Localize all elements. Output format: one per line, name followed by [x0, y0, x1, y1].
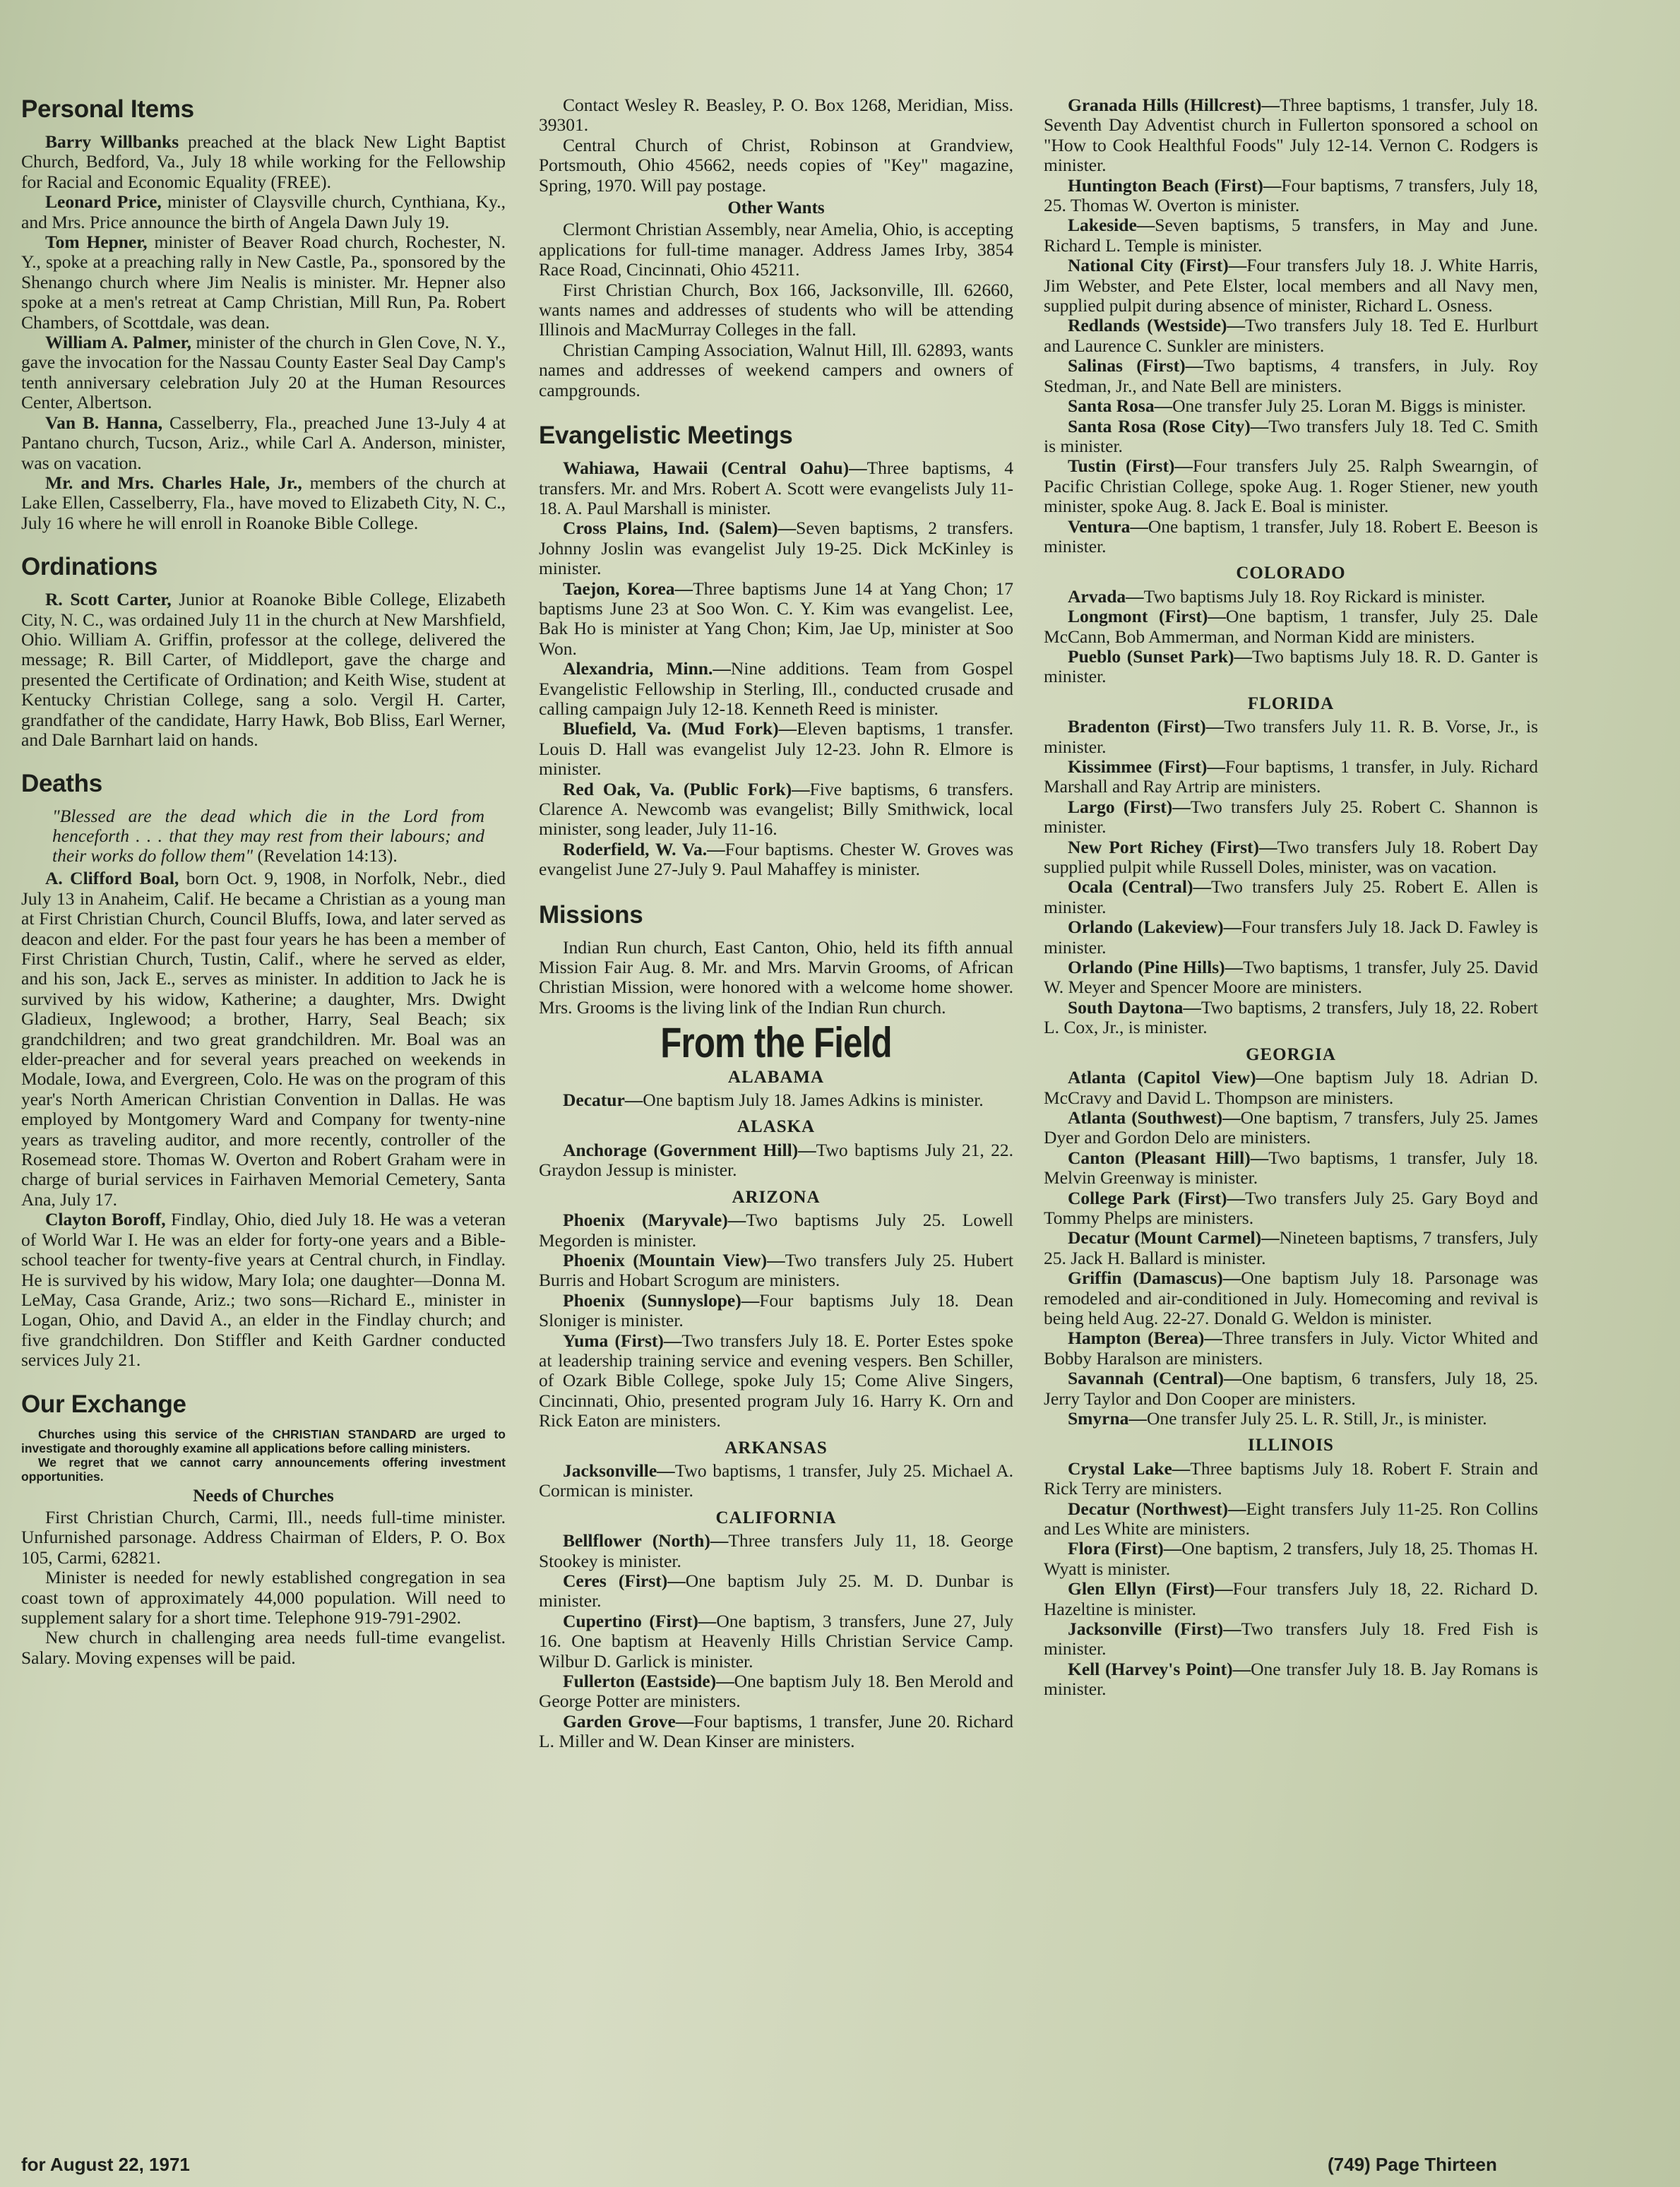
item-lead: Arvada— — [1068, 585, 1144, 607]
news-item — [539, 1140, 1013, 1181]
news-item — [1044, 587, 1538, 607]
news-item — [539, 1611, 1013, 1671]
state-heading: ILLINOIS — [1248, 1436, 1334, 1455]
item-lead: Bellflower (North)— — [563, 1530, 729, 1551]
item-lead: Redlands (Westside)— — [1068, 315, 1245, 336]
item-lead: Wahiawa, Hawaii (Central Oahu)— — [563, 458, 867, 479]
news-item — [1044, 1228, 1538, 1268]
section-heading-ordinations: Ordinations — [21, 553, 158, 581]
evangelistic-list — [539, 458, 1013, 880]
paragraph: We regret that we cannot carry announcements offering investment opportunities. — [21, 1455, 506, 1484]
field-reports-col3 — [1044, 564, 1538, 1699]
paragraph: Minister is needed for newly established congregation in sea coast town of approximately 44,000 population. Will need to supplement salary for a short time. Telephone 919-791-2902. — [21, 1567, 506, 1628]
item-lead: New Port Richey (First)— — [1068, 836, 1277, 857]
item-lead: A. Clifford Boal, — [45, 868, 179, 889]
item-lead: Taejon, Korea— — [563, 578, 693, 599]
item-lead: Anchorage (Government Hill)— — [563, 1139, 816, 1160]
item-text: born Oct. 9, 1908, in Norfolk, Nebr., died July 13 in Anaheim, Calif. He became a Christian as a young man at First Christian Church, Council Bluffs, Iowa, and later served as deacon and elder. For the past four years he has been a member of First Christian Church, Tustin, Calif., where he served as elder, and his son, Jack E., serves as minister. In addition to Jack he is survived by his widow, Katherine; a daughter, Mrs. Dwight Gladieux, Inglewood; a brother, Harry, Seal Beach; six grandchildren; and two great grandchildren. Mr. Boal was an elder-preacher and for several years preached on weekends in Modale, Iowa, and Evergreen, Colo. He was on the program of this year's North American Christian Convention in Dallas. He was employed by Montgomery Ward and Company for twenty-nine years as traveling auditor, and more recently, controller of the Rosemead store. Thomas W. Overton and Robert Graham were in charge of burial services in Fairhaven Memorial Cemetery, Santa Ana, July 17. — [21, 868, 506, 1210]
personal-items-list — [21, 132, 506, 533]
item-lead: Kissimmee (First)— — [1068, 756, 1225, 777]
item-lead: South Daytona— — [1068, 996, 1201, 1018]
news-item — [539, 1251, 1013, 1291]
item-text: One baptism July 18. Adrian D. McCravy and David L. Thompson are ministers. — [1044, 1067, 1538, 1108]
news-item — [1044, 838, 1538, 878]
item-lead: Red Oak, Va. (Public Fork)— — [563, 778, 810, 799]
news-item — [539, 458, 1013, 518]
item-text: One transfer July 18. B. Jay Romans is minister. — [1044, 1658, 1538, 1700]
footer-date: for August 22, 1971 — [21, 2154, 190, 2175]
news-item — [21, 869, 506, 1210]
item-lead: Phoenix (Sunnyslope)— — [563, 1289, 760, 1311]
item-text: Three baptisms, 4 transfers. Mr. and Mrs. Robert A. Scott were evangelists July 11-18. A. Paul Marshall is minister. — [539, 458, 1014, 518]
section-heading-evangelistic: Evangelistic Meetings — [539, 422, 793, 450]
item-lead: Huntington Beach (First)— — [1068, 174, 1282, 196]
item-text: Four baptisms. Chester W. Groves was evangelist June 27-July 9. Paul Mahaffey is minister. — [539, 838, 1013, 880]
item-text: One baptism July 25. M. D. Dunbar is minister. — [539, 1571, 1014, 1611]
item-text: Four baptisms, 1 transfer, in July. Richard Marshall and Ray Artrip are ministers. — [1044, 756, 1538, 797]
news-item — [539, 1461, 1013, 1501]
news-item — [1044, 396, 1538, 416]
item-text: Eleven baptisms, 1 transfer. Louis D. Hall was evangelist July 12-23. John R. Elmore is minister. — [539, 718, 1013, 780]
item-text: Two transfers July 18. Robert Day supplied pulpit while Russell Doles, minister, was on vacation. — [1044, 836, 1538, 878]
news-item — [1044, 757, 1538, 797]
missions-text: Indian Run church, East Canton, Ohio, held its fifth annual Mission Fair Aug. 8. Mr. and Mrs. Marvin Grooms, of African Christian Mission, were honored with a welcome home shower. Mrs. Grooms is the living link of the Indian Run church. — [539, 936, 1013, 1018]
item-text: One baptism July 18. James Adkins is minister. — [643, 1090, 984, 1111]
item-text: Two baptisms July 18. R. D. Ganter is minister. — [1044, 645, 1539, 687]
paragraph: Contact Wesley R. Beasley, P. O. Box 1268, Meridian, Miss. 39301. — [539, 95, 1013, 136]
item-text: One baptism, 1 transfer, July 18. Robert E. Beeson is minister. — [1044, 516, 1538, 556]
news-item — [539, 1571, 1013, 1611]
news-item — [539, 659, 1013, 719]
news-item — [1044, 456, 1538, 516]
item-text: members of the church at Lake Ellen, Casselberry, Fla., have moved to Elizabeth City, N. C., July 16 where he will enroll in Roanoke Bible College. — [21, 472, 506, 533]
news-item — [1044, 917, 1538, 958]
news-item — [1044, 1148, 1538, 1188]
news-item — [539, 1671, 1013, 1712]
news-item — [1044, 1409, 1538, 1429]
state-heading: ALASKA — [737, 1117, 816, 1137]
item-text: Seven baptisms, 5 transfers, in May and June. Richard L. Temple is minister. — [1044, 215, 1538, 256]
paragraph: First Christian Church, Box 166, Jacksonville, Ill. 62660, wants names and addresses of students who will be attending Illinois and MacMurray Colleges in the fall. — [539, 279, 1013, 340]
item-text: Five baptisms, 6 transfers. Clarence A. Newcomb was evangelist; Billy Smithwick, local minister, song leader, July 11-16. — [539, 778, 1013, 840]
item-lead: Cupertino (First)— — [563, 1610, 717, 1631]
news-item — [1044, 1188, 1538, 1229]
item-lead: Griffin (Damascus)— — [1068, 1268, 1241, 1289]
paragraph: Christian Camping Association, Walnut Hill, Ill. 62893, wants names and addresses of weekend campers and owners of campgrounds. — [539, 339, 1013, 400]
exchange-continued — [539, 95, 1013, 196]
paragraph: Churches using this service of the CHRISTIAN STANDARD are urged to investigate and thoroughly examine all applications before calling ministers. — [21, 1426, 506, 1455]
item-text: Eight transfers July 11-25. Ron Collins and Les White are ministers. — [1044, 1498, 1538, 1539]
item-lead: Tom Hepner, — [45, 232, 148, 253]
section-heading-personal: Personal Items — [21, 95, 194, 123]
item-lead: Bluefield, Va. (Mud Fork)— — [563, 718, 797, 739]
item-text: minister of Beaver Road church, Rochester, N. Y., spoke at a preaching rally in New Castle, Pa., sponsored by the Shenango church where Jim Nealis is minister. Mr. Hepner also spoke at a men's retreat at Camp Christian, Mill Run, Pa. Robert Chambers, of Scottdale, was dean. — [21, 232, 506, 333]
state-heading: COLORADO — [1236, 564, 1346, 583]
item-text: Four baptisms, 7 transfers, July 18, 25. Thomas W. Overton is minister. — [1044, 174, 1538, 216]
item-lead: Kell (Harvey's Point)— — [1068, 1658, 1251, 1679]
item-lead: Roderfield, W. Va.— — [563, 838, 725, 859]
news-item — [21, 1210, 506, 1370]
news-item — [21, 333, 506, 413]
item-lead: Orlando (Pine Hills)— — [1068, 957, 1244, 978]
item-lead: Lakeside— — [1068, 215, 1155, 236]
news-item — [539, 1531, 1013, 1571]
needs-list — [21, 1508, 506, 1668]
item-text: Three transfers July 11, 18. George Stookey is minister. — [539, 1530, 1013, 1571]
item-text: One baptism, 7 transfers, July 25. James Dyer and Gordon Delo are ministers. — [1044, 1107, 1538, 1148]
item-text: Four baptisms July 18. Dean Sloniger is minister. — [539, 1289, 1014, 1331]
news-item — [1044, 877, 1538, 917]
item-lead: Ceres (First)— — [563, 1571, 686, 1591]
item-text: Two transfers July 11. R. B. Vorse, Jr., is minister. — [1044, 716, 1538, 757]
item-text: One baptism, 1 transfer, July 25. Dale McCann, Bob Ammerman, and Norman Kidd are ministers. — [1044, 606, 1538, 647]
news-item — [1044, 1579, 1538, 1619]
item-text: One transfer July 25. L. R. Still, Jr., is minister. — [1146, 1408, 1487, 1429]
item-lead: Decatur— — [563, 1090, 643, 1111]
item-lead: Glen Ellyn (First)— — [1068, 1578, 1233, 1599]
state-heading: FLORIDA — [1247, 693, 1335, 713]
news-item — [21, 192, 506, 232]
item-text: Nineteen baptisms, 7 transfers, July 25. Jack H. Ballard is minister. — [1044, 1227, 1538, 1268]
state-heading: CALIFORNIA — [715, 1508, 837, 1527]
news-item — [21, 232, 506, 333]
item-lead: National City (First)— — [1068, 255, 1247, 276]
item-text: Two baptisms, 2 transfers, July 18, 22. Robert L. Cox, Jr., is minister. — [1044, 996, 1538, 1038]
news-item — [21, 413, 506, 473]
item-lead: Flora (First)— — [1068, 1538, 1182, 1559]
item-text: preached at the black New Light Baptist Church, Bedford, Va., July 18 while working for the Fellowship for Racial and Economic Equality (FREE). — [21, 131, 506, 192]
column-3 — [1044, 95, 1538, 1700]
exchange-notes — [21, 1427, 506, 1484]
item-text: Two baptisms, 1 transfer, July 25. Michael A. Cormican is minister. — [539, 1460, 1013, 1501]
item-lead: Crystal Lake— — [1068, 1458, 1191, 1479]
item-lead: Clayton Boroff, — [45, 1209, 166, 1230]
column-2 — [539, 95, 1013, 1752]
section-heading-deaths: Deaths — [21, 770, 102, 798]
section-heading-exchange: Our Exchange — [21, 1390, 186, 1418]
item-lead: Ocala (Central)— — [1068, 876, 1211, 898]
other-wants-list — [539, 220, 1013, 400]
news-item — [1044, 647, 1538, 687]
item-text: Three baptisms June 14 at Yang Chon; 17 baptisms June 23 at Soo Won. C. Y. Kim was evangelist. Lee, Bak Ho is minister at Yang Chon; Kim, Jae Up, minister at Soo Won. — [539, 578, 1013, 659]
item-text: Three transfers in July. Victor Whited and Bobby Haralson are ministers. — [1044, 1328, 1538, 1369]
item-text: Two baptisms July 18. Roy Rickard is minister. — [1143, 585, 1486, 607]
item-text: Four transfers July 18. J. White Harris, Jim Webster, and Pete Elster, local members and all Navy men, supplied pulpit during absence of minister, Richard L. Osness. — [1044, 255, 1538, 316]
item-lead: Orlando (Lakeview)— — [1068, 917, 1242, 938]
item-lead: Largo (First)— — [1068, 796, 1191, 817]
news-item — [539, 1090, 1013, 1110]
news-item — [1044, 215, 1538, 256]
item-text: Junior at Roanoke Bible College, Elizabeth City, N. C., was ordained July 11 in the church at New Marshfield, Ohio. William A. Griffin, professor at the college, delivered the message; R. Bill Carter, of Middleport, gave the charge and presented the Certificate of Ordination; and Keith Wise, student at Kentucky Christian College, sang a solo. Vergil H. Carter, grandfather of the candidate, Harry Hawk, Bob Bliss, Earl Werner, and Dale Barnhart laid on hands. — [21, 589, 506, 750]
deaths-list — [21, 869, 506, 1370]
item-text: Two transfers July 18. Ted C. Smith is minister. — [1044, 415, 1538, 456]
item-text: Seven baptisms, 2 transfers. Johnny Joslin was evangelist July 19-25. Dick McKinley is minister. — [539, 518, 1013, 579]
item-lead: Santa Rosa— — [1068, 395, 1173, 417]
item-lead: Bradenton (First)— — [1068, 716, 1225, 737]
news-item — [1044, 958, 1538, 998]
verse-text: "Blessed are the dead which die in the Lord from henceforth . . . that they may rest from their labours; and their works do follow them" — [52, 806, 484, 866]
news-item — [21, 590, 506, 750]
news-item — [1044, 1459, 1538, 1499]
item-text: One baptism July 18. Ben Merold and George Potter are ministers. — [539, 1671, 1013, 1712]
item-text: Two baptisms July 21, 22. Graydon Jessup is minister. — [539, 1139, 1013, 1181]
item-lead: Longmont (First)— — [1068, 606, 1226, 627]
state-heading: GEORGIA — [1246, 1044, 1336, 1064]
item-lead: Garden Grove— — [563, 1710, 694, 1732]
california-continued — [1044, 95, 1538, 556]
news-item — [1044, 998, 1538, 1038]
news-item — [1044, 1499, 1538, 1539]
news-item — [1044, 717, 1538, 757]
news-item — [539, 780, 1013, 840]
news-item — [21, 473, 506, 533]
item-text: One transfer July 25. Loran M. Biggs is minister. — [1172, 395, 1526, 417]
news-item — [1044, 356, 1538, 396]
item-text: Two baptisms, 4 transfers, in July. Roy Stedman, Jr., and Nate Bell are ministers. — [1044, 355, 1538, 396]
news-item — [1044, 256, 1538, 316]
item-lead: Phoenix (Mountain View)— — [563, 1249, 785, 1270]
item-text: Two transfers July 18. Fred Fish is minister. — [1044, 1619, 1539, 1659]
news-item — [21, 132, 506, 192]
item-lead: Salinas (First)— — [1068, 355, 1204, 376]
paragraph: First Christian Church, Carmi, Ill., needs full-time minister. Unfurnished parsonage. Address Chairman of Elders, P. O. Box 105, Carmi, 62821. — [21, 1506, 506, 1568]
scripture-verse — [52, 806, 484, 866]
column-1 — [21, 95, 506, 1668]
item-lead: Smyrna— — [1068, 1408, 1147, 1429]
item-text: One baptism, 2 transfers, July 18, 25. Thomas H. Wyatt is minister. — [1044, 1538, 1539, 1579]
item-lead: Jacksonville (First)— — [1068, 1619, 1241, 1640]
news-item — [539, 1291, 1013, 1331]
paragraph: Clermont Christian Assembly, near Amelia, Ohio, is accepting applications for full-time manager. Address James Irby, 3854 Race Road, Cincinnati, Ohio 45211. — [539, 219, 1013, 280]
paragraph: Central Church of Christ, Robinson at Grandview, Portsmouth, Ohio 45662, needs copies of "Key" magazine, Spring, 1970. Will pay postage. — [539, 134, 1013, 196]
news-item — [1044, 1619, 1538, 1659]
item-lead: Phoenix (Maryvale)— — [563, 1210, 746, 1231]
item-lead: Hampton (Berea)— — [1068, 1328, 1222, 1349]
item-lead: College Park (First)— — [1068, 1187, 1246, 1208]
section-heading-missions: Missions — [539, 900, 643, 929]
item-lead: Van B. Hanna, — [45, 412, 163, 433]
item-lead: Atlanta (Capitol View)— — [1068, 1067, 1275, 1088]
news-item — [1044, 95, 1538, 176]
news-item — [1044, 417, 1538, 457]
item-lead: Tustin (First)— — [1068, 455, 1193, 477]
item-lead: Yuma (First)— — [563, 1330, 682, 1351]
item-lead: R. Scott Carter, — [45, 589, 172, 610]
item-text: Nine additions. Team from Gospel Evangelistic Fellowship in Sterling, Ill., conducted crusade and calling campaign July 12-18. Kenneth Reed is minister. — [539, 658, 1013, 719]
news-item — [1044, 797, 1538, 838]
news-item — [1044, 1659, 1538, 1700]
news-item — [1044, 607, 1538, 647]
news-item — [539, 518, 1013, 578]
item-text: Findlay, Ohio, died July 18. He was a veteran of World War I. He was an elder for forty-one years and a Bible-school teacher for twenty-five years at Central church, in Findlay. He is survived by his widow, Mary Iola; one daughter—Donna M. LeMay, Casa Grande, Ariz.; two sons—Richard E., minister in Logan, Ohio, and David A., an elder in the Findlay church; and five grandchildren. Don Stiffler and Keith Gardner conducted services July 21. — [21, 1209, 506, 1371]
item-lead: Decatur (Mount Carmel)— — [1068, 1227, 1280, 1249]
item-lead: Pueblo (Sunset Park)— — [1068, 645, 1252, 667]
footer-page-number: (749) Page Thirteen — [1328, 2154, 1497, 2175]
from-the-field-banner: From the Field — [660, 1019, 892, 1067]
news-item — [539, 719, 1013, 779]
news-item — [1044, 517, 1538, 557]
news-item — [539, 1210, 1013, 1251]
item-lead: Savannah (Central)— — [1068, 1368, 1242, 1389]
news-item — [1044, 1328, 1538, 1369]
item-text: Two baptisms, 1 transfer, July 18. Melvin Greenway is minister. — [1044, 1147, 1538, 1188]
state-heading: ARIZONA — [732, 1187, 821, 1207]
news-item — [1044, 1108, 1538, 1148]
field-reports-col2 — [539, 1068, 1013, 1752]
news-item — [539, 579, 1013, 660]
item-text: Three baptisms July 18. Robert F. Strain and Rick Terry are ministers. — [1044, 1458, 1539, 1499]
item-text: Two transfers July 25. Robert C. Shannon is minister. — [1044, 796, 1538, 838]
item-lead: Leonard Price, — [45, 191, 162, 213]
verse-reference: (Revelation 14:13). — [253, 845, 398, 866]
news-item — [1044, 1539, 1538, 1579]
item-lead: Canton (Pleasant Hill)— — [1068, 1147, 1269, 1168]
item-text: One baptism July 18. Parsonage was remodeled and air-conditioned in July. Homecoming and revival is being held Aug. 22-27. Donald G. Weldon is minister. — [1044, 1268, 1538, 1328]
item-text: Two transfers July 25. Robert E. Allen is minister. — [1044, 876, 1538, 917]
item-text: Two baptisms, 1 transfer, July 25. David W. Meyer and Spencer Moore are ministers. — [1044, 957, 1538, 998]
item-lead: Ventura— — [1068, 516, 1148, 537]
item-text: Four baptisms, 1 transfer, June 20. Richard L. Miller and W. Dean Kinser are ministers. — [539, 1710, 1013, 1752]
item-text: minister of Claysville church, Cynthiana, Ky., and Mrs. Price announce the birth of Angela Dawn July 19. — [21, 191, 506, 232]
other-wants-heading: Other Wants — [727, 198, 825, 218]
item-lead: Santa Rosa (Rose City)— — [1068, 415, 1269, 436]
item-text: Four transfers July 18, 22. Richard D. Hazeltine is minister. — [1044, 1578, 1538, 1619]
news-item — [1044, 316, 1538, 356]
news-item — [539, 1712, 1013, 1752]
news-item — [1044, 1068, 1538, 1108]
item-text: Two baptisms July 25. Lowell Megorden is minister. — [539, 1210, 1013, 1251]
item-lead: Atlanta (Southwest)— — [1068, 1107, 1241, 1128]
item-text: Four transfers July 25. Ralph Swearngin, of Pacific Christian College, spoke Aug. 1. Roger Stiener, new youth minister, spoke Aug. 8. Jack E. Boal is minister. — [1044, 455, 1538, 517]
item-lead: Granada Hills (Hillcrest)— — [1068, 95, 1280, 115]
item-lead: Alexandria, Minn.— — [563, 658, 731, 679]
item-text: Two transfers July 25. Hubert Burris and Hobart Scrogum are ministers. — [539, 1249, 1013, 1291]
item-text: Two transfers July 18. Ted E. Hurlburt and Laurence C. Sunkler are ministers. — [1044, 315, 1539, 356]
item-lead: Fullerton (Eastside)— — [563, 1671, 734, 1692]
state-heading: ARKANSAS — [725, 1438, 828, 1458]
news-item — [1044, 176, 1538, 216]
ordinations-list — [21, 590, 506, 750]
item-text: minister of the church in Glen Cove, N. Y., gave the invocation for the Nassau County Easter Seal Day Camp's tenth anniversary celebration July 20 at the Human Resources Center, Albertson. — [21, 332, 506, 413]
item-text: One baptism, 6 transfers, July 18, 25. Jerry Taylor and Don Cooper are ministers. — [1044, 1368, 1539, 1409]
item-lead: Mr. and Mrs. Charles Hale, Jr., — [45, 472, 302, 493]
item-lead: Decatur (Northwest)— — [1068, 1498, 1246, 1519]
item-lead: Jacksonville— — [563, 1460, 675, 1481]
news-item — [539, 1331, 1013, 1431]
news-item — [1044, 1268, 1538, 1328]
paragraph: New church in challenging area needs full-time evangelist. Salary. Moving expenses will be paid. — [21, 1627, 506, 1668]
item-text: Three baptisms, 1 transfer, July 18. Seventh Day Adventist church in Fullerton sponsored a school on "How to Cook Healthful Foods" July 12-14. Vernon C. Rodgers is minister. — [1044, 95, 1539, 176]
item-lead: William A. Palmer, — [45, 332, 192, 353]
item-text: Four transfers July 18. Jack D. Fawley is minister. — [1044, 917, 1538, 958]
item-text: Two transfers July 25. Gary Boyd and Tommy Phelps are ministers. — [1044, 1187, 1538, 1228]
item-text: Casselberry, Fla., preached June 13-July 4 at Pantano church, Tucson, Ariz., while Carl A. Anderson, minister, was on vacation. — [21, 412, 506, 473]
item-text: Two transfers July 18. E. Porter Estes spoke at leadership training service and evening vespers. Ben Schiller, of Ozark Bible College, spoke July 15; Come Alive Singers, Cincinnati, Ohio, presented program July 16. Harry K. Orn and Rick Eaton are ministers. — [539, 1330, 1013, 1431]
needs-heading: Needs of Churches — [193, 1486, 334, 1506]
item-text: One baptism, 3 transfers, June 27, July 16. One baptism at Heavenly Hills Christian Service Camp. Wilbur D. Garlick is minister. — [539, 1610, 1013, 1671]
news-item — [539, 840, 1013, 880]
item-lead: Barry Willbanks — [45, 131, 179, 152]
item-lead: Cross Plains, Ind. (Salem)— — [563, 518, 797, 539]
state-heading: ALABAMA — [727, 1067, 825, 1087]
news-item — [1044, 1369, 1538, 1409]
